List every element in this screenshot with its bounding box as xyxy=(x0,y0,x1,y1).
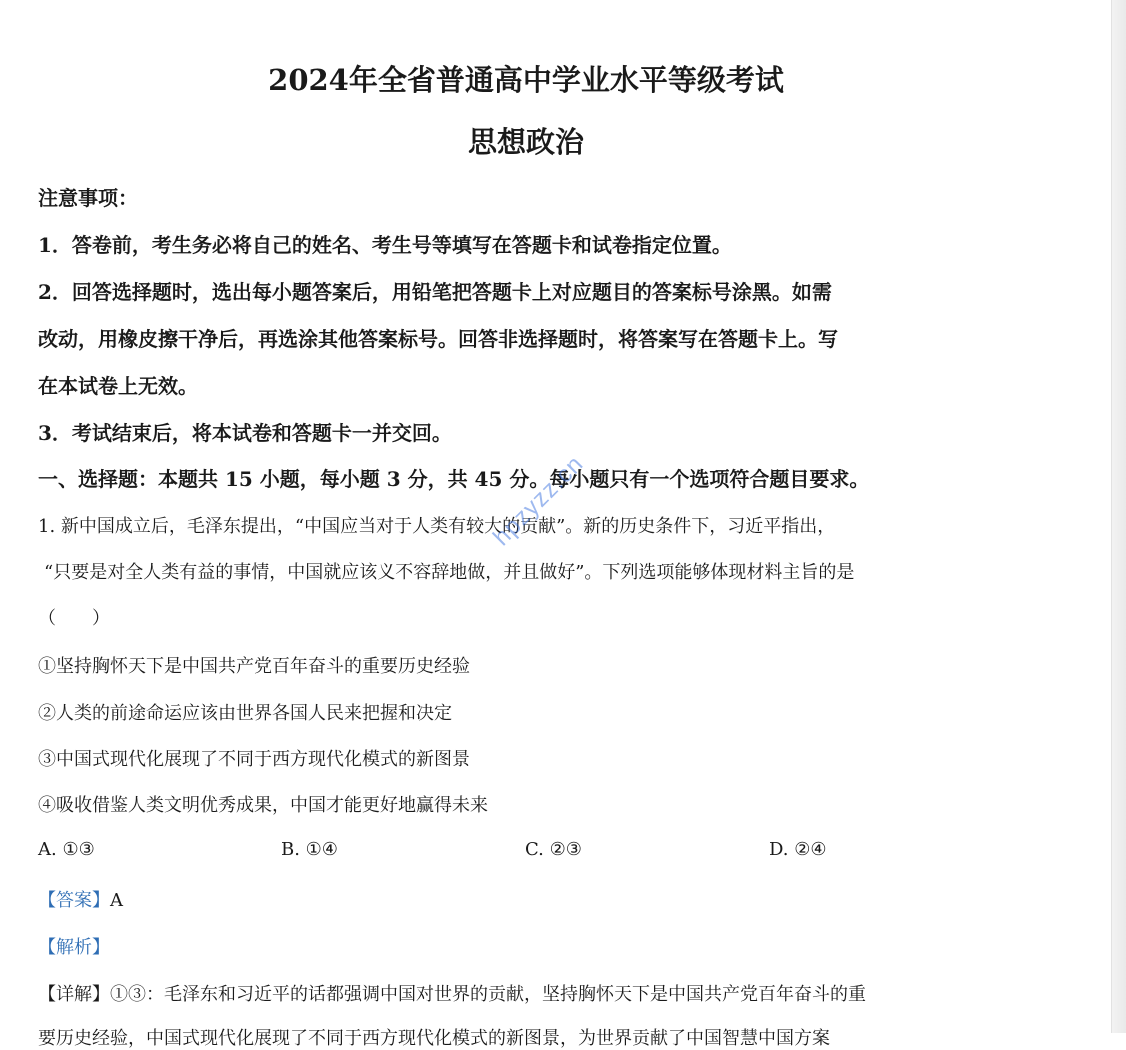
subject-title: 思想政治 xyxy=(467,125,584,159)
choice-c: C. ②③ xyxy=(525,839,582,860)
answer-label: 【答案】 xyxy=(38,890,110,911)
question-1-stem-line-1: 1. 新中国成立后，毛泽东提出，“中国应当对于人类有较大的贡献”。新的历史条件下，习近平指出， xyxy=(38,516,836,537)
question-1-option-3: ③中国式现代化展现了不同于西方现代化模式的新图景 xyxy=(38,749,470,770)
detail-text-1: ①③：毛泽东和习近平的话都强调中国对世界的贡献，坚持胸怀天下是中国共产党百年奋斗的重 xyxy=(110,984,866,1005)
detail-label: 【详解】 xyxy=(38,984,110,1005)
detail-line-1 xyxy=(38,980,866,1006)
analysis-label: 【解析】 xyxy=(38,937,110,958)
answer-value: A xyxy=(110,890,123,911)
detail-line-2: 要历史经验，中国式现代化展现了不同于西方现代化模式的新图景，为世界贡献了中国智慧中国方案 xyxy=(38,1028,830,1049)
notice-item-2-line-3: 在本试卷上无效。 xyxy=(38,374,198,398)
notice-item-2-line-2: 改动，用橡皮擦干净后，再选涂其他答案标号。回答非选择题时，将答案写在答题卡上。写 xyxy=(38,327,838,351)
watermark: hpzyzz.cn xyxy=(488,450,589,552)
question-1-blank: （ ） xyxy=(38,608,110,629)
choice-a: A. ①③ xyxy=(38,839,95,860)
notice-heading: 注意事项： xyxy=(38,186,138,210)
notice-item-2-line-1: 2．回答选择题时，选出每小题答案后，用铅笔把答题卡上对应题目的答案标号涂黑。如需 xyxy=(38,280,832,304)
choice-b: B. ①④ xyxy=(281,839,338,860)
question-1-option-1: ①坚持胸怀天下是中国共产党百年奋斗的重要历史经验 xyxy=(38,656,470,677)
exam-title: 2024年全省普通高中学业水平等级考试 xyxy=(268,63,784,97)
notice-item-1: 1．答卷前，考生务必将自己的姓名、考生号等填写在答题卡和试卷指定位置。 xyxy=(38,233,732,257)
question-1-option-2: ②人类的前途命运应该由世界各国人民来把握和决定 xyxy=(38,703,452,724)
question-1-option-4: ④吸收借鉴人类文明优秀成果，中国才能更好地赢得未来 xyxy=(38,795,488,816)
section-heading: 一、选择题：本题共 15 小题，每小题 3 分，共 45 分。每小题只有一个选项符合题目要求。 xyxy=(38,467,870,491)
answer-line xyxy=(38,886,123,912)
notice-item-3: 3．考试结束后，将本试卷和答题卡一并交回。 xyxy=(38,421,452,445)
scrollbar-track[interactable] xyxy=(1111,0,1126,1033)
question-1-stem-line-2: “只要是对全人类有益的事情，中国就应该义不容辞地做，并且做好”。下列选项能够体现材料主旨的是 xyxy=(44,562,855,583)
choice-d: D. ②④ xyxy=(769,839,827,860)
